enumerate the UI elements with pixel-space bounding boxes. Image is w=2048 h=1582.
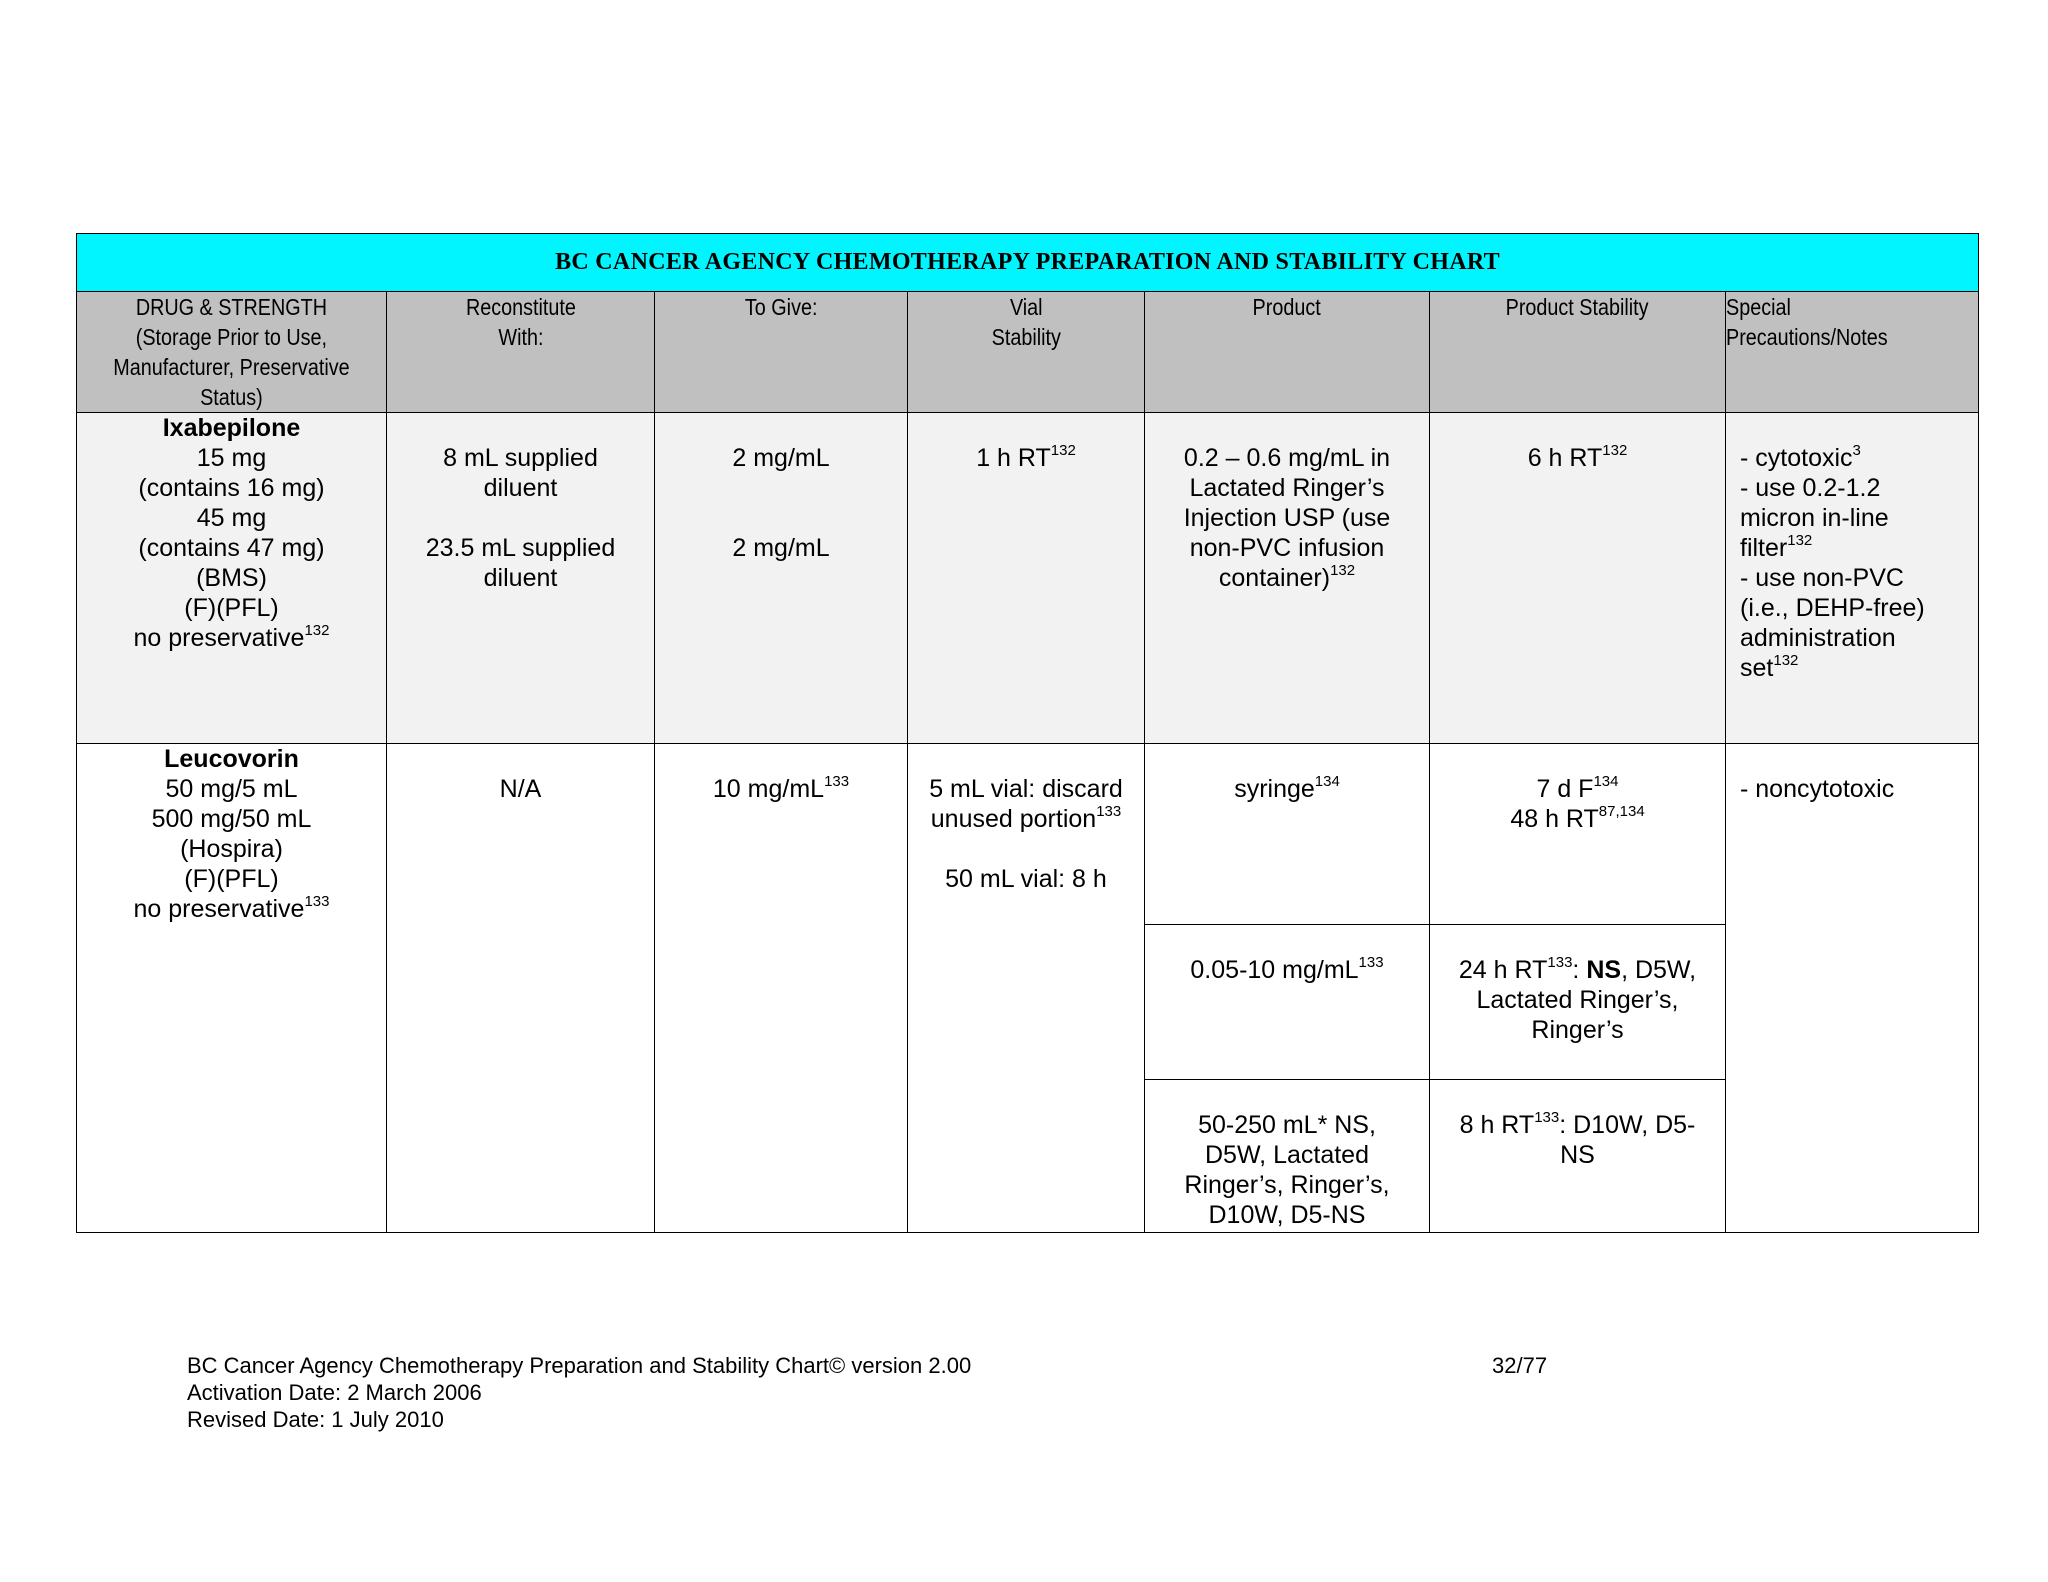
- product-stability-cell: 6 h RT$^{132}$: [1430, 413, 1726, 744]
- header-drug: DRUG & STRENGTH (Storage Prior to Use, Manufacturer, Preservative Status): [77, 292, 387, 413]
- drug-cell: Leucovorin 50 mg/5 mL 500 mg/50 mL (Hospira) (F)(PFL) no preservative$^{133}$: [77, 744, 387, 1233]
- header-vial-stability: Vial Stability: [908, 292, 1145, 413]
- to-give-cell: 10 $mg/mL^{133}$: [655, 744, 908, 1233]
- stability-chart-table: [76, 233, 1979, 1233]
- footer-title: BC Cancer Agency Chemotherapy Preparation and Stability Chart© version 2.00: [187, 1353, 972, 1378]
- footer-activation-date: Activation Date: 2 March 2006: [187, 1380, 482, 1405]
- stability-sub-3: 8 h RT$^{133}$: D10W, D5- NS: [1430, 1079, 1725, 1232]
- product-cell: 0.2 – 0.6 mg/mL in Lactated Ringer’s Injection USP (use non-PVC infusion container)$^{132}$: [1145, 413, 1430, 744]
- footer-revised-date: Revised Date: 1 July 2010: [187, 1407, 444, 1432]
- drug-name: Leucovorin: [164, 745, 299, 773]
- header-product-stability: Product Stability: [1430, 292, 1726, 413]
- header-special-notes: Special Precautions/Notes: [1726, 292, 1979, 413]
- notes-cell: - cytotoxic$^3$ - use 0.2-1.2 micron in-line filter$^{132}$ - use non-PVC (i.e., DEHP-free) administration set$^{132}$: [1726, 413, 1979, 744]
- page-number: 32/77: [1492, 1353, 1548, 1378]
- product-sub-2: 0.05-10 $mg/mL^{133}$: [1145, 924, 1429, 1079]
- header-product: Product: [1145, 292, 1430, 413]
- vial-stability-cell: 1 h RT$^{132}$: [908, 413, 1145, 744]
- header-reconstitute: Reconstitute With:: [387, 292, 655, 413]
- product-stability-cell: [1430, 744, 1726, 1233]
- to-give-cell: 2 mg/mL 2 mg/mL: [655, 413, 908, 744]
- table-row-ixabepilone: [77, 413, 1979, 744]
- product-cell: [1145, 744, 1430, 1233]
- vial-stability-cell: 5 mL vial: discard unused portion$^{133}$ 50 mL vial: 8 h: [908, 744, 1145, 1233]
- drug-name: Ixabepilone: [162, 414, 301, 442]
- reconstitute-cell: N/A: [387, 744, 655, 1233]
- product-sub-3: 50-250 mL* NS, D5W, Lactated Ringer’s, Ringer’s, D10W, D5-NS: [1145, 1079, 1429, 1232]
- table-row-leucovorin: [77, 744, 1979, 1233]
- stability-sub-2: 24 h RT$^{133}$: NS, D5W, Lactated Ringer’s, Ringer’s: [1430, 924, 1725, 1079]
- chart-title: BC CANCER AGENCY CHEMOTHERAPY PREPARATION AND STABILITY CHART: [77, 234, 1979, 292]
- header-to-give: To Give:: [655, 292, 908, 413]
- footer: [187, 1352, 971, 1433]
- notes-cell: - noncytotoxic: [1726, 744, 1979, 1233]
- product-sub-1: syringe$^{134}$: [1234, 773, 1340, 803]
- reconstitute-cell: 8 mL supplied diluent 23.5 mL supplied diluent: [387, 413, 655, 744]
- drug-cell: Ixabepilone 15 mg (contains 16 mg) 45 mg (contains 47 mg) (BMS) (F)(PFL) no preservative$^{132}$: [77, 413, 387, 744]
- stability-sub-1: 7 d $F^{134}$ 48 h RT$^{87,134}$: [1510, 773, 1645, 833]
